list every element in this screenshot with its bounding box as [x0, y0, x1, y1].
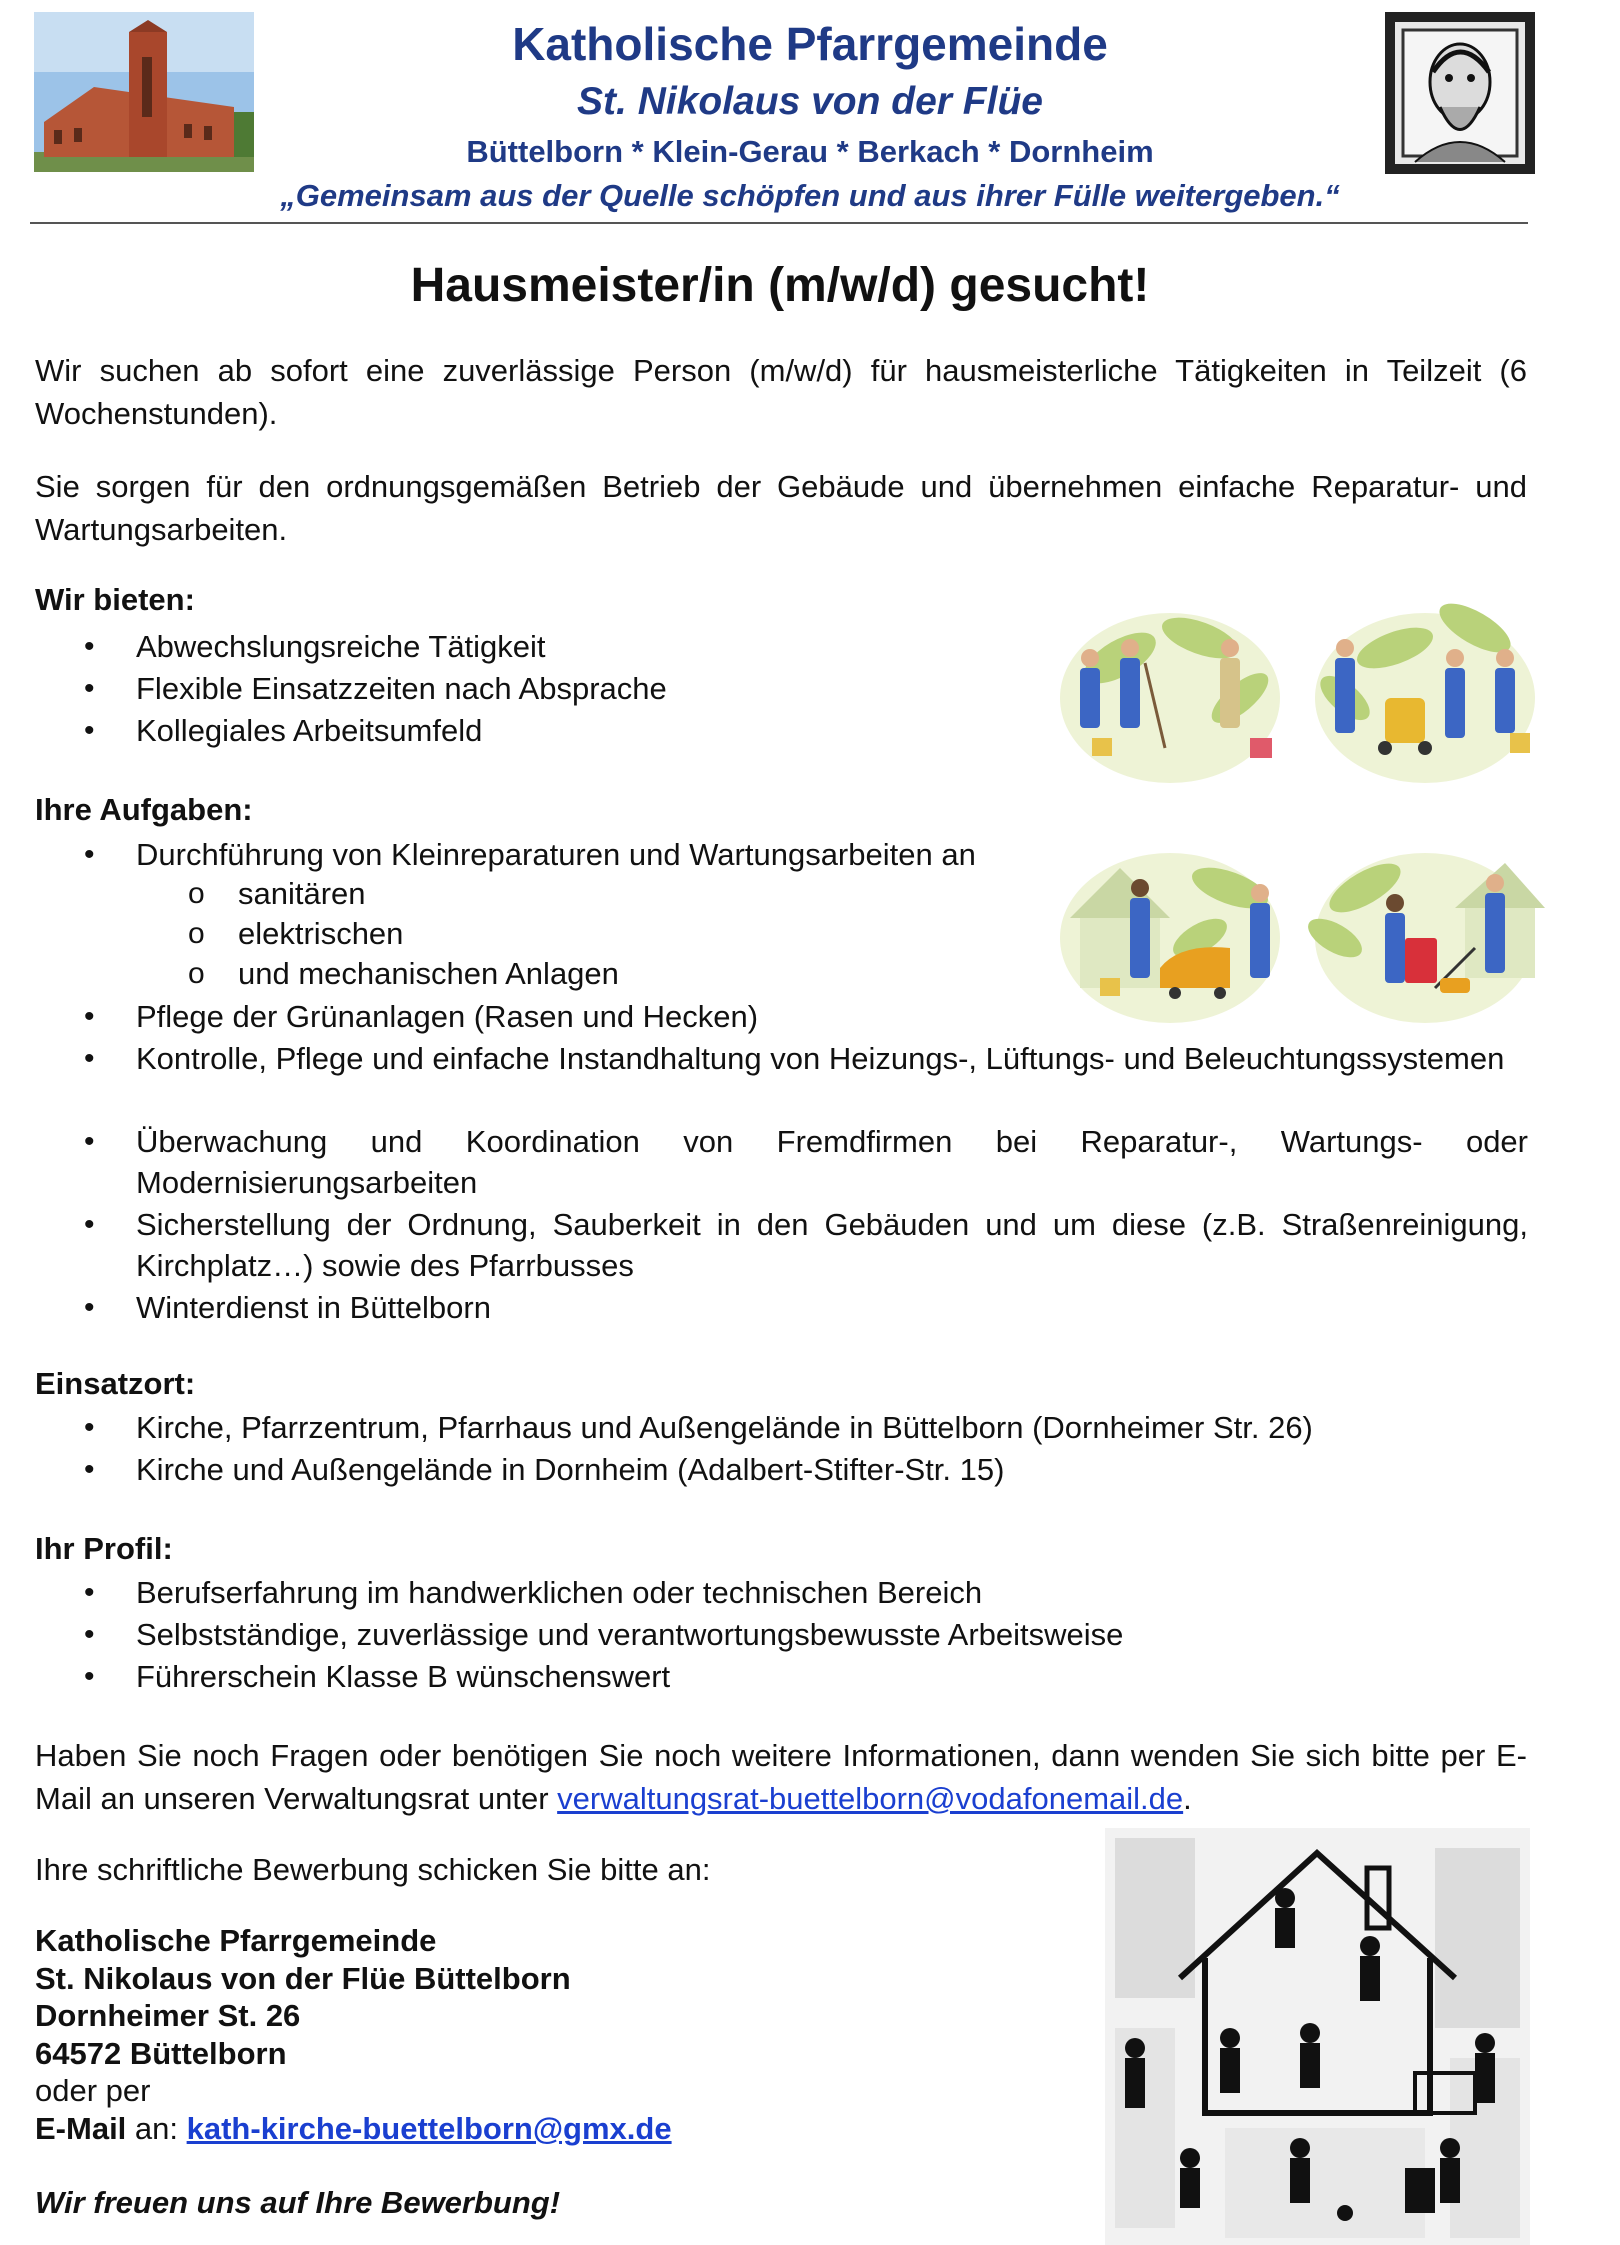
bullet-icon: • [84, 1453, 95, 1486]
address-line-5: oder per [35, 2073, 151, 2108]
email-an: an: [126, 2111, 187, 2146]
application-email-link[interactable]: kath-kirche-buettelborn@gmx.de [186, 2111, 672, 2146]
cleaning-workers-illustration-1 [1050, 588, 1290, 788]
location-item: Kirche, Pfarrzentrum, Pfarrhaus und Außengelände in Büttelborn (Dornheimer Str. 26) [136, 1410, 1313, 1445]
maintenance-workers-illustration-1 [1050, 828, 1290, 1028]
task-subitem: und mechanischen Anlagen [238, 956, 619, 991]
offer-item: Kollegiales Arbeitsumfeld [136, 713, 483, 748]
bullet-icon: • [84, 630, 95, 663]
verwaltungsrat-email-link[interactable]: verwaltungsrat-buettelborn@vodafonemail.de [557, 1781, 1184, 1816]
bullet-icon: • [84, 1618, 95, 1651]
location-heading: Einsatzort: [35, 1366, 196, 1401]
application-intro: Ihre schriftliche Bewerbung schicken Sie bitte an: [35, 1852, 711, 1887]
page-title: Hausmeister/in (m/w/d) gesucht! [410, 259, 1150, 312]
task-subitem: elektrischen [238, 916, 404, 951]
offer-item: Flexible Einsatzzeiten nach Absprache [136, 671, 667, 706]
contact-paragraph [35, 1734, 1527, 1820]
address-line-1: Katholische Pfarrgemeinde [35, 1923, 437, 1958]
closing-line: Wir freuen uns auf Ihre Bewerbung! [35, 2185, 561, 2220]
org-name: Katholische Pfarrgemeinde [512, 18, 1108, 70]
address-line-3: Dornheimer St. 26 [35, 1998, 301, 2033]
maintenance-workers-illustration-2 [1305, 828, 1545, 1028]
motto: „Gemeinsam aus der Quelle schöpfen und aus ihrer Fülle weitergeben.“ [280, 178, 1340, 213]
email-label: E-Mail [35, 2111, 127, 2146]
address-line-2: St. Nikolaus von der Flüe Büttelborn [35, 1961, 571, 1996]
bullet-icon: • [84, 672, 95, 705]
bullet-icon: • [84, 838, 95, 871]
bullet-icon: • [84, 1660, 95, 1693]
bullet-icon: • [84, 714, 95, 747]
letterhead [200, 0, 1420, 218]
task-subitem: sanitären [238, 876, 366, 911]
subbullet-icon: o [188, 957, 205, 990]
profile-item: Führerschein Klasse B wünschenswert [136, 1659, 671, 1694]
profile-item: Berufserfahrung im handwerklichen oder technischen Bereich [136, 1575, 983, 1610]
task-item: Sicherstellung der Ordnung, Sauberkeit in den Gebäuden und um diese (z.B. Straßenreinigung, Kirchplatz…) sowie des Pfarrbusses [136, 1207, 1528, 1283]
cleaning-workers-illustration-2 [1305, 588, 1545, 788]
profile-heading: Ihr Profil: [35, 1531, 173, 1566]
bullet-icon: • [84, 1208, 95, 1241]
offer-item: Abwechslungsreiche Tätigkeit [136, 629, 546, 664]
intro-paragraph-1: Wir suchen ab sofort eine zuverlässige Person (m/w/d) für hausmeisterliche Tätigkeiten in Teilzeit (6 Wochenstunden). [35, 353, 1527, 431]
contact-end: . [1183, 1781, 1192, 1816]
task-item: Pflege der Grünanlagen (Rasen und Hecken) [136, 999, 759, 1034]
bullet-icon: • [84, 1000, 95, 1033]
bullet-icon: • [84, 1042, 95, 1075]
task-item: Überwachung und Koordination von Fremdfirmen bei Reparatur-, Wartungs- oder Modernisierungsarbeiten [136, 1124, 1528, 1200]
task-item: Durchführung von Kleinreparaturen und Wartungsarbeiten an [136, 837, 976, 872]
intro-paragraph-2: Sie sorgen für den ordnungsgemäßen Betrieb der Gebäude und übernehmen einfache Reparatur- und Wartungsarbeiten. [35, 469, 1527, 547]
bullet-icon: • [84, 1576, 95, 1609]
location-item: Kirche und Außengelände in Dornheim (Adalbert-Stifter-Str. 15) [136, 1452, 1005, 1487]
bullet-icon: • [84, 1411, 95, 1444]
offer-heading: Wir bieten: [35, 582, 195, 617]
header-divider [30, 222, 1528, 224]
house-handyman-illustration [1105, 1828, 1530, 2245]
tasks-heading: Ihre Aufgaben: [35, 792, 253, 827]
task-item: Kontrolle, Pflege und einfache Instandhaltung von Heizungs-, Lüftungs- und Beleuchtungssystemen [136, 1041, 1505, 1076]
email-line [35, 2110, 672, 2148]
task-item: Winterdienst in Büttelborn [136, 1290, 491, 1325]
parish-name: St. Nikolaus von der Flüe [577, 80, 1043, 123]
subbullet-icon: o [188, 877, 205, 910]
bullet-icon: • [84, 1125, 95, 1158]
bullet-icon: • [84, 1291, 95, 1324]
places-line: Büttelborn * Klein-Gerau * Berkach * Dornheim [466, 134, 1154, 169]
profile-item: Selbstständige, zuverlässige und verantwortungsbewusste Arbeitsweise [136, 1617, 1124, 1652]
address-line-4: 64572 Büttelborn [35, 2036, 287, 2071]
contact-text: Haben Sie noch Fragen oder benötigen Sie noch weitere Informationen, dann wenden Sie sich bitte per E-Mail an unseren Verwaltungsrat unter [35, 1738, 1527, 1816]
subbullet-icon: o [188, 917, 205, 950]
